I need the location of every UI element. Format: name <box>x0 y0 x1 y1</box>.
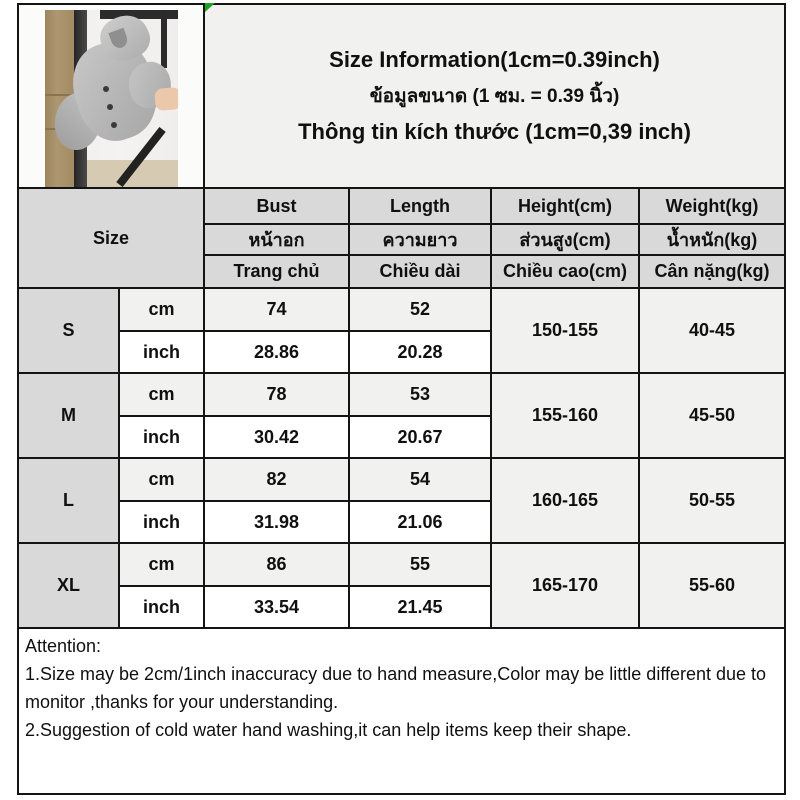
bust-cm-xl: 86 <box>204 543 349 586</box>
product-photo-cell <box>18 4 204 188</box>
col-header-height-th: ส่วนสูง(cm) <box>491 224 639 255</box>
size-label-m: M <box>18 373 119 458</box>
length-inch-l: 21.06 <box>349 501 491 543</box>
bust-cm-l: 82 <box>204 458 349 501</box>
length-inch-s: 20.28 <box>349 331 491 373</box>
bust-inch-s: 28.86 <box>204 331 349 373</box>
col-header-height-en: Height(cm) <box>491 188 639 224</box>
length-cm-s: 52 <box>349 288 491 331</box>
attention-heading: Attention: <box>25 636 102 656</box>
height-range-s: 150-155 <box>491 288 639 373</box>
size-chart-sheet <box>17 3 784 795</box>
col-header-height-vi: Chiều cao(cm) <box>491 255 639 288</box>
size-label-s: S <box>18 288 119 373</box>
unit-label-cm: cm <box>119 458 204 501</box>
table-row <box>18 543 785 586</box>
unit-label-cm: cm <box>119 288 204 331</box>
length-inch-m: 20.67 <box>349 416 491 458</box>
bust-cm-m: 78 <box>204 373 349 416</box>
table-row <box>18 288 785 331</box>
col-header-bust-en: Bust <box>204 188 349 224</box>
green-corner-flag-icon <box>205 3 215 12</box>
mirror-frame-side <box>161 10 167 68</box>
weight-range-s: 40-45 <box>639 288 785 373</box>
height-range-l: 160-165 <box>491 458 639 543</box>
title-cell <box>204 4 785 188</box>
length-cm-xl: 55 <box>349 543 491 586</box>
attention-row <box>18 628 785 794</box>
title-english: Size Information(1cm=0.39inch) <box>329 47 660 72</box>
unit-label-cm: cm <box>119 373 204 416</box>
bust-cm-s: 74 <box>204 288 349 331</box>
attention-item-2: 2.Suggestion of cold water hand washing,it can help items keep their shape. <box>25 720 632 740</box>
unit-label-inch: inch <box>119 331 204 373</box>
col-header-bust-th: หน้าอก <box>204 224 349 255</box>
title-thai: ข้อมูลขนาด (1 ซม. = 0.39 นิ้ว) <box>369 86 620 107</box>
length-cm-l: 54 <box>349 458 491 501</box>
size-label-l: L <box>18 458 119 543</box>
header-row-english <box>18 188 785 224</box>
col-header-bust-vi: Trang chủ <box>204 255 349 288</box>
garment-button <box>103 86 109 92</box>
col-header-weight-th: น้ำหนัก(kg) <box>639 224 785 255</box>
garment-button <box>107 104 113 110</box>
weight-range-xl: 55-60 <box>639 543 785 628</box>
length-inch-xl: 21.45 <box>349 586 491 628</box>
length-cm-m: 53 <box>349 373 491 416</box>
attention-note <box>18 628 785 794</box>
unit-label-inch: inch <box>119 501 204 543</box>
col-header-length-vi: Chiều dài <box>349 255 491 288</box>
col-header-length-en: Length <box>349 188 491 224</box>
attention-item-1: 1.Size may be 2cm/1inch inaccuracy due to hand measure,Color may be little different due to monitor ,thanks for your understanding. <box>25 664 767 712</box>
col-header-weight-vi: Cân nặng(kg) <box>639 255 785 288</box>
weight-range-m: 45-50 <box>639 373 785 458</box>
height-range-m: 155-160 <box>491 373 639 458</box>
bust-inch-l: 31.98 <box>204 501 349 543</box>
unit-label-inch: inch <box>119 586 204 628</box>
size-label-xl: XL <box>18 543 119 628</box>
unit-label-cm: cm <box>119 543 204 586</box>
size-header: Size <box>18 188 204 288</box>
hand-arm <box>154 87 178 111</box>
size-table <box>17 3 786 795</box>
col-header-length-th: ความยาว <box>349 224 491 255</box>
table-row <box>18 458 785 501</box>
title-row <box>18 4 785 188</box>
bust-inch-xl: 33.54 <box>204 586 349 628</box>
bust-inch-m: 30.42 <box>204 416 349 458</box>
title-vietnamese: Thông tin kích thước (1cm=0,39 inch) <box>298 119 691 144</box>
unit-label-inch: inch <box>119 416 204 458</box>
col-header-weight-en: Weight(kg) <box>639 188 785 224</box>
height-range-xl: 165-170 <box>491 543 639 628</box>
garment-button <box>111 122 117 128</box>
table-row <box>18 373 785 416</box>
weight-range-l: 50-55 <box>639 458 785 543</box>
product-photo <box>45 10 178 187</box>
